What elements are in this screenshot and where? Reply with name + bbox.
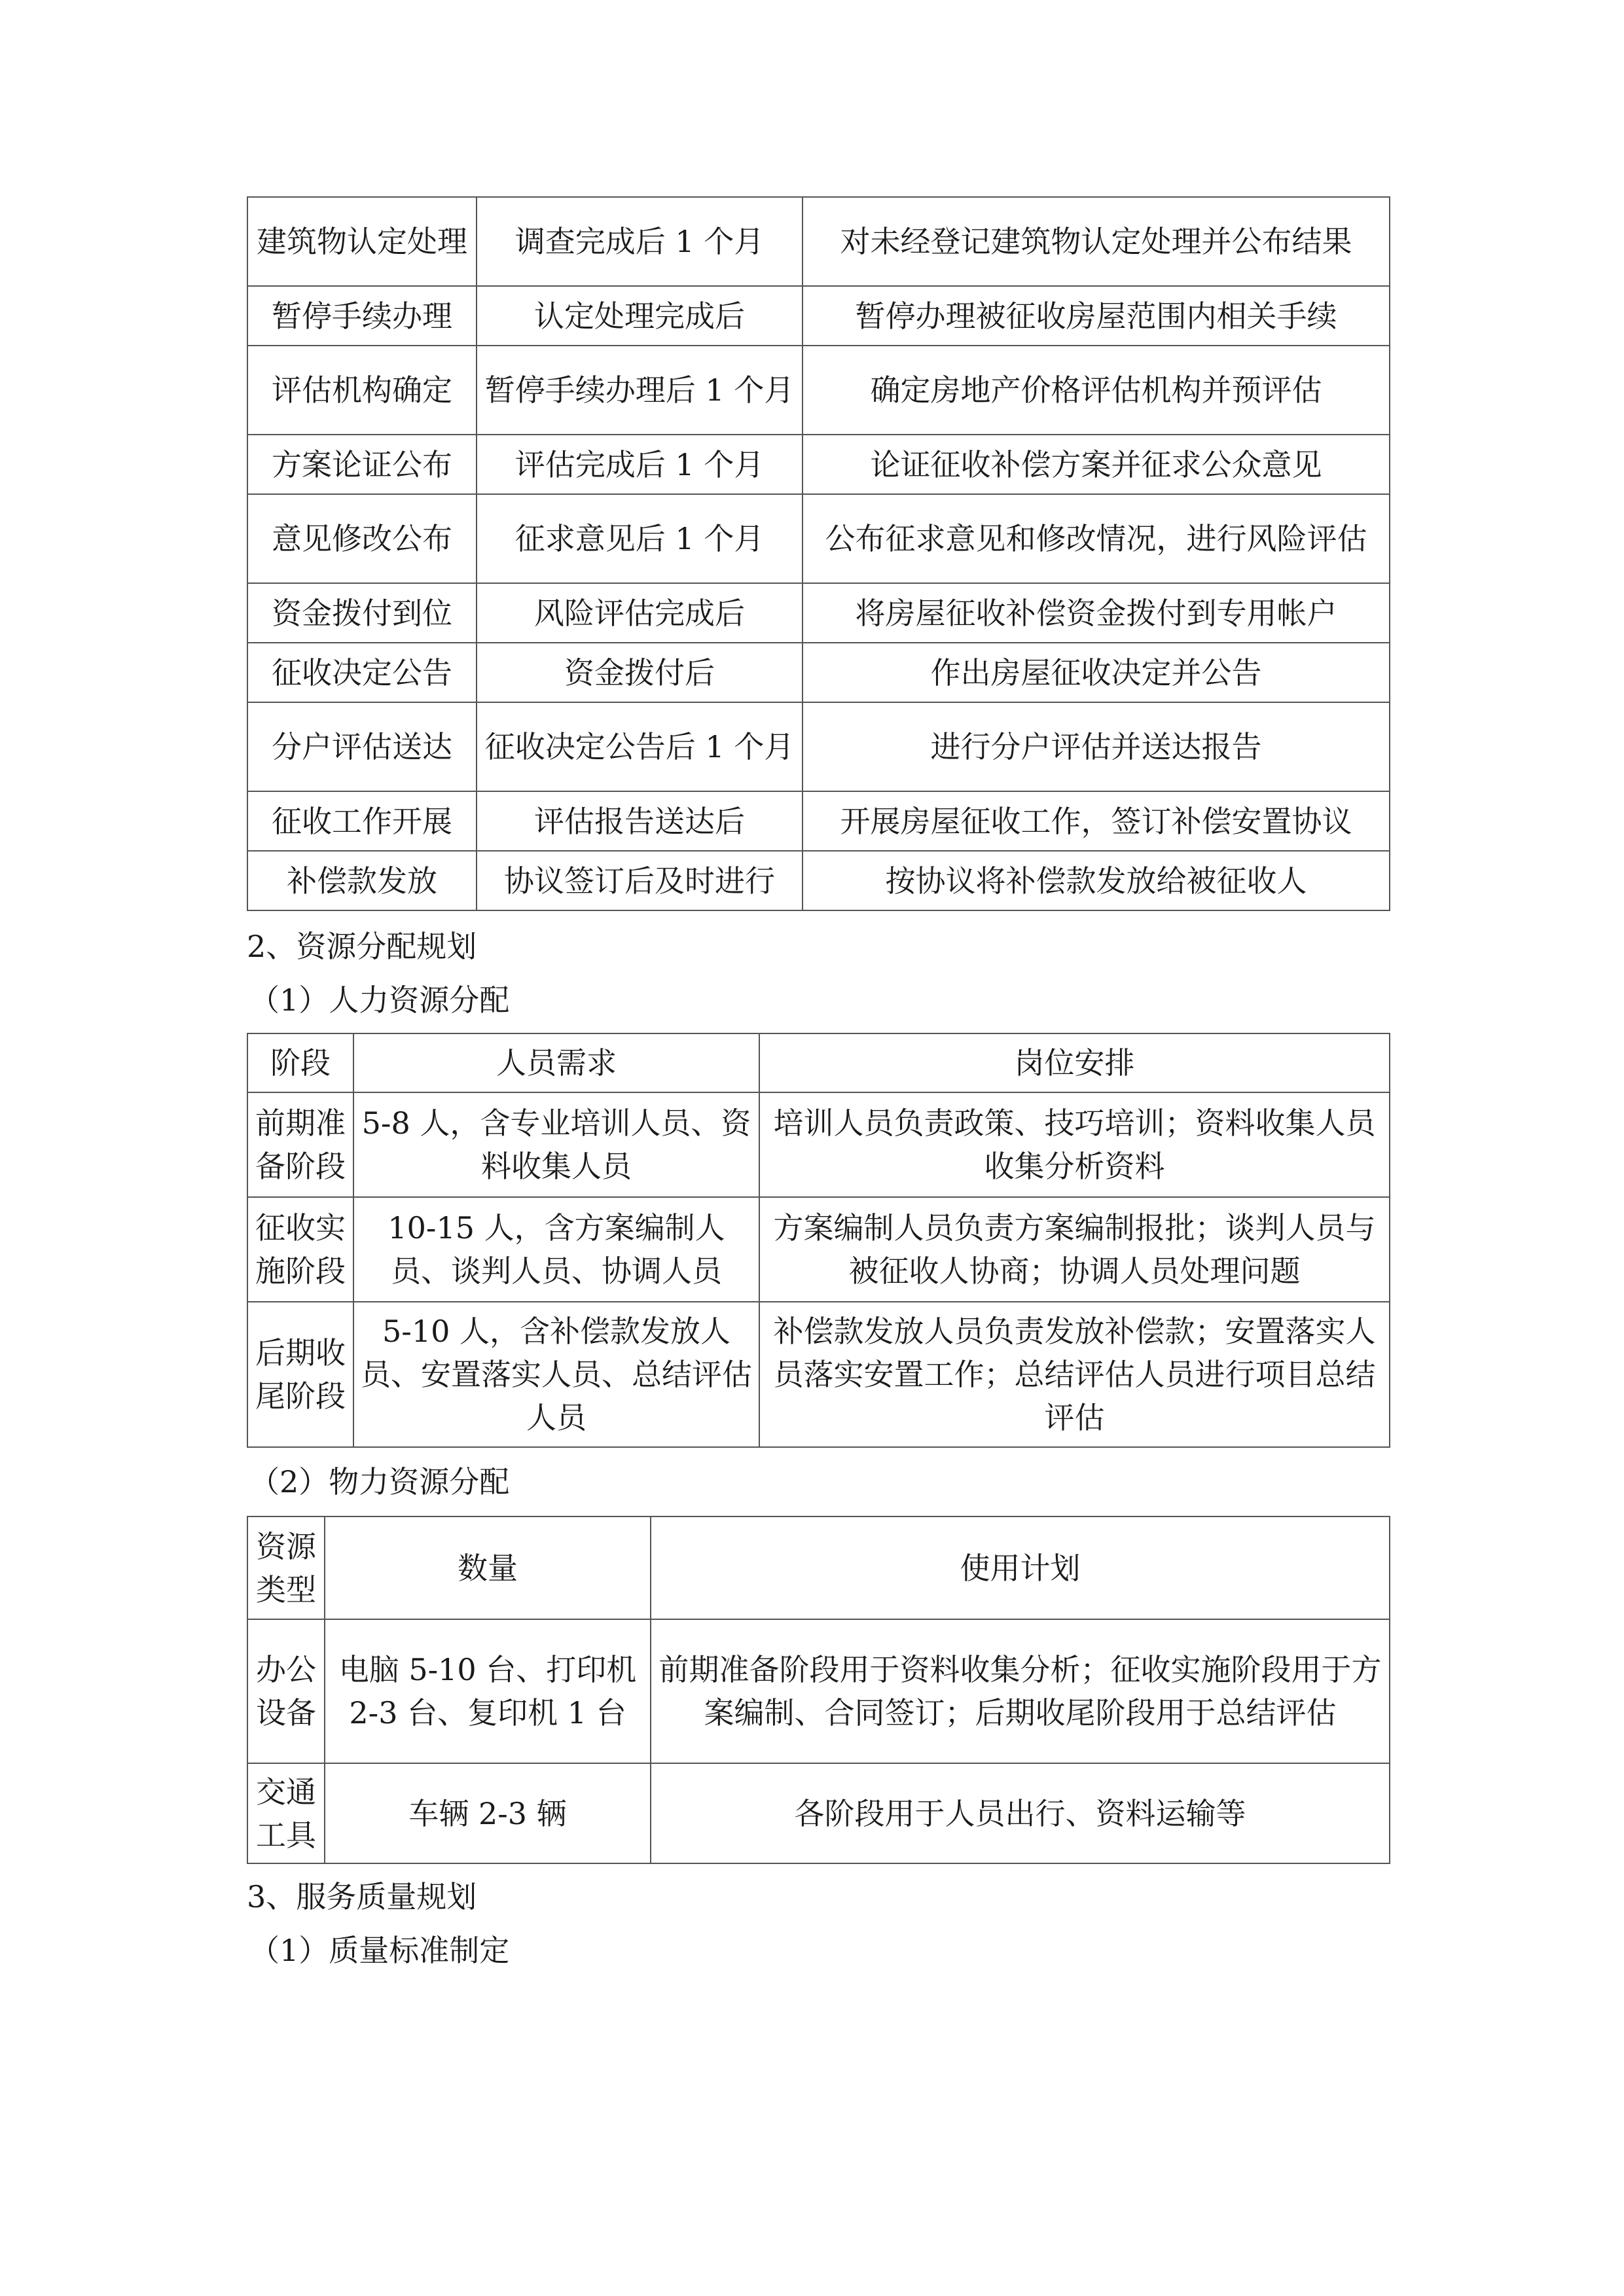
table-cell: 评估机构确定 bbox=[247, 346, 477, 435]
table-row bbox=[247, 851, 1390, 910]
table-cell: 培训人员负责政策、技巧培训；资料收集人员收集分析资料 bbox=[759, 1092, 1390, 1197]
table-cell: 征收实施阶段 bbox=[247, 1197, 353, 1302]
subsection-heading: （1）人力资源分配 bbox=[249, 982, 510, 1018]
table-cell: 征求意见后 1 个月 bbox=[477, 494, 803, 583]
table-cell: 电脑 5-10 台、打印机 2-3 台、复印机 1 台 bbox=[325, 1619, 651, 1763]
table-cell: 分户评估送达 bbox=[247, 702, 477, 791]
table-cell: 征收决定公告后 1 个月 bbox=[477, 702, 803, 791]
table-cell: 意见修改公布 bbox=[247, 494, 477, 583]
table-cell: 10-15 人，含方案编制人员、谈判人员、协调人员 bbox=[353, 1197, 759, 1302]
table-header-row bbox=[247, 1516, 1390, 1619]
table-cell: 论证征收补偿方案并征求公众意见 bbox=[803, 435, 1390, 494]
column-header: 数量 bbox=[325, 1516, 651, 1619]
table-row bbox=[247, 435, 1390, 494]
table-row bbox=[247, 1197, 1390, 1302]
table-cell: 车辆 2-3 辆 bbox=[325, 1763, 651, 1863]
table-cell: 评估完成后 1 个月 bbox=[477, 435, 803, 494]
table-cell: 作出房屋征收决定并公告 bbox=[803, 643, 1390, 702]
column-header: 阶段 bbox=[247, 1033, 353, 1092]
table-cell: 公布征求意见和修改情况，进行风险评估 bbox=[803, 494, 1390, 583]
table-cell: 评估报告送达后 bbox=[477, 791, 803, 851]
table-cell: 资金拨付后 bbox=[477, 643, 803, 702]
table-header-row bbox=[247, 1033, 1390, 1092]
table-cell: 对未经登记建筑物认定处理并公布结果 bbox=[803, 197, 1390, 286]
table-cell: 交通工具 bbox=[247, 1763, 325, 1863]
subsection-heading: （2）物力资源分配 bbox=[249, 1464, 510, 1499]
table-row bbox=[247, 494, 1390, 583]
table-row bbox=[247, 1763, 1390, 1863]
table-cell: 补偿款发放 bbox=[247, 851, 477, 910]
table-row bbox=[247, 197, 1390, 286]
column-header: 使用计划 bbox=[651, 1516, 1390, 1619]
table-cell: 暂停办理被征收房屋范围内相关手续 bbox=[803, 286, 1390, 346]
table-cell: 暂停手续办理后 1 个月 bbox=[477, 346, 803, 435]
material-allocation-table bbox=[247, 1516, 1390, 1864]
subsection-heading: （1）质量标准制定 bbox=[249, 1933, 510, 1968]
section-heading: 3、服务质量规划 bbox=[247, 1879, 477, 1914]
hr-allocation-table bbox=[247, 1033, 1390, 1448]
table-row bbox=[247, 346, 1390, 435]
table-cell: 开展房屋征收工作，签订补偿安置协议 bbox=[803, 791, 1390, 851]
table-cell: 各阶段用于人员出行、资料运输等 bbox=[651, 1763, 1390, 1863]
table-row bbox=[247, 286, 1390, 346]
table-cell: 补偿款发放人员负责发放补偿款；安置落实人员落实安置工作；总结评估人员进行项目总结评估 bbox=[759, 1302, 1390, 1447]
document-page bbox=[247, 196, 1389, 1970]
table-cell: 后期收尾阶段 bbox=[247, 1302, 353, 1447]
table-cell: 5-10 人，含补偿款发放人员、安置落实人员、总结评估人员 bbox=[353, 1302, 759, 1447]
table-cell: 认定处理完成后 bbox=[477, 286, 803, 346]
table-row bbox=[247, 702, 1390, 791]
table-cell: 确定房地产价格评估机构并预评估 bbox=[803, 346, 1390, 435]
table-cell: 建筑物认定处理 bbox=[247, 197, 477, 286]
section-heading: 2、资源分配规划 bbox=[247, 929, 477, 964]
table-cell: 征收决定公告 bbox=[247, 643, 477, 702]
table-cell: 征收工作开展 bbox=[247, 791, 477, 851]
table-cell: 资金拨付到位 bbox=[247, 583, 477, 643]
column-header: 岗位安排 bbox=[759, 1033, 1390, 1092]
table-row bbox=[247, 643, 1390, 702]
table-cell: 将房屋征收补偿资金拨付到专用帐户 bbox=[803, 583, 1390, 643]
column-header: 资源类型 bbox=[247, 1516, 325, 1619]
table-row bbox=[247, 791, 1390, 851]
table-row bbox=[247, 583, 1390, 643]
table-cell: 暂停手续办理 bbox=[247, 286, 477, 346]
table-cell: 前期准备阶段用于资料收集分析；征收实施阶段用于方案编制、合同签订；后期收尾阶段用于总结评估 bbox=[651, 1619, 1390, 1763]
column-header: 人员需求 bbox=[353, 1033, 759, 1092]
table-cell: 风险评估完成后 bbox=[477, 583, 803, 643]
table-cell: 5-8 人，含专业培训人员、资料收集人员 bbox=[353, 1092, 759, 1197]
table-cell: 办公设备 bbox=[247, 1619, 325, 1763]
schedule-table bbox=[247, 196, 1390, 911]
table-row bbox=[247, 1092, 1390, 1197]
table-row bbox=[247, 1619, 1390, 1763]
table-cell: 协议签订后及时进行 bbox=[477, 851, 803, 910]
table-cell: 按协议将补偿款发放给被征收人 bbox=[803, 851, 1390, 910]
table-row bbox=[247, 1302, 1390, 1447]
table-cell: 前期准备阶段 bbox=[247, 1092, 353, 1197]
table-cell: 调查完成后 1 个月 bbox=[477, 197, 803, 286]
table-cell: 进行分户评估并送达报告 bbox=[803, 702, 1390, 791]
table-cell: 方案论证公布 bbox=[247, 435, 477, 494]
table-cell: 方案编制人员负责方案编制报批；谈判人员与被征收人协商；协调人员处理问题 bbox=[759, 1197, 1390, 1302]
